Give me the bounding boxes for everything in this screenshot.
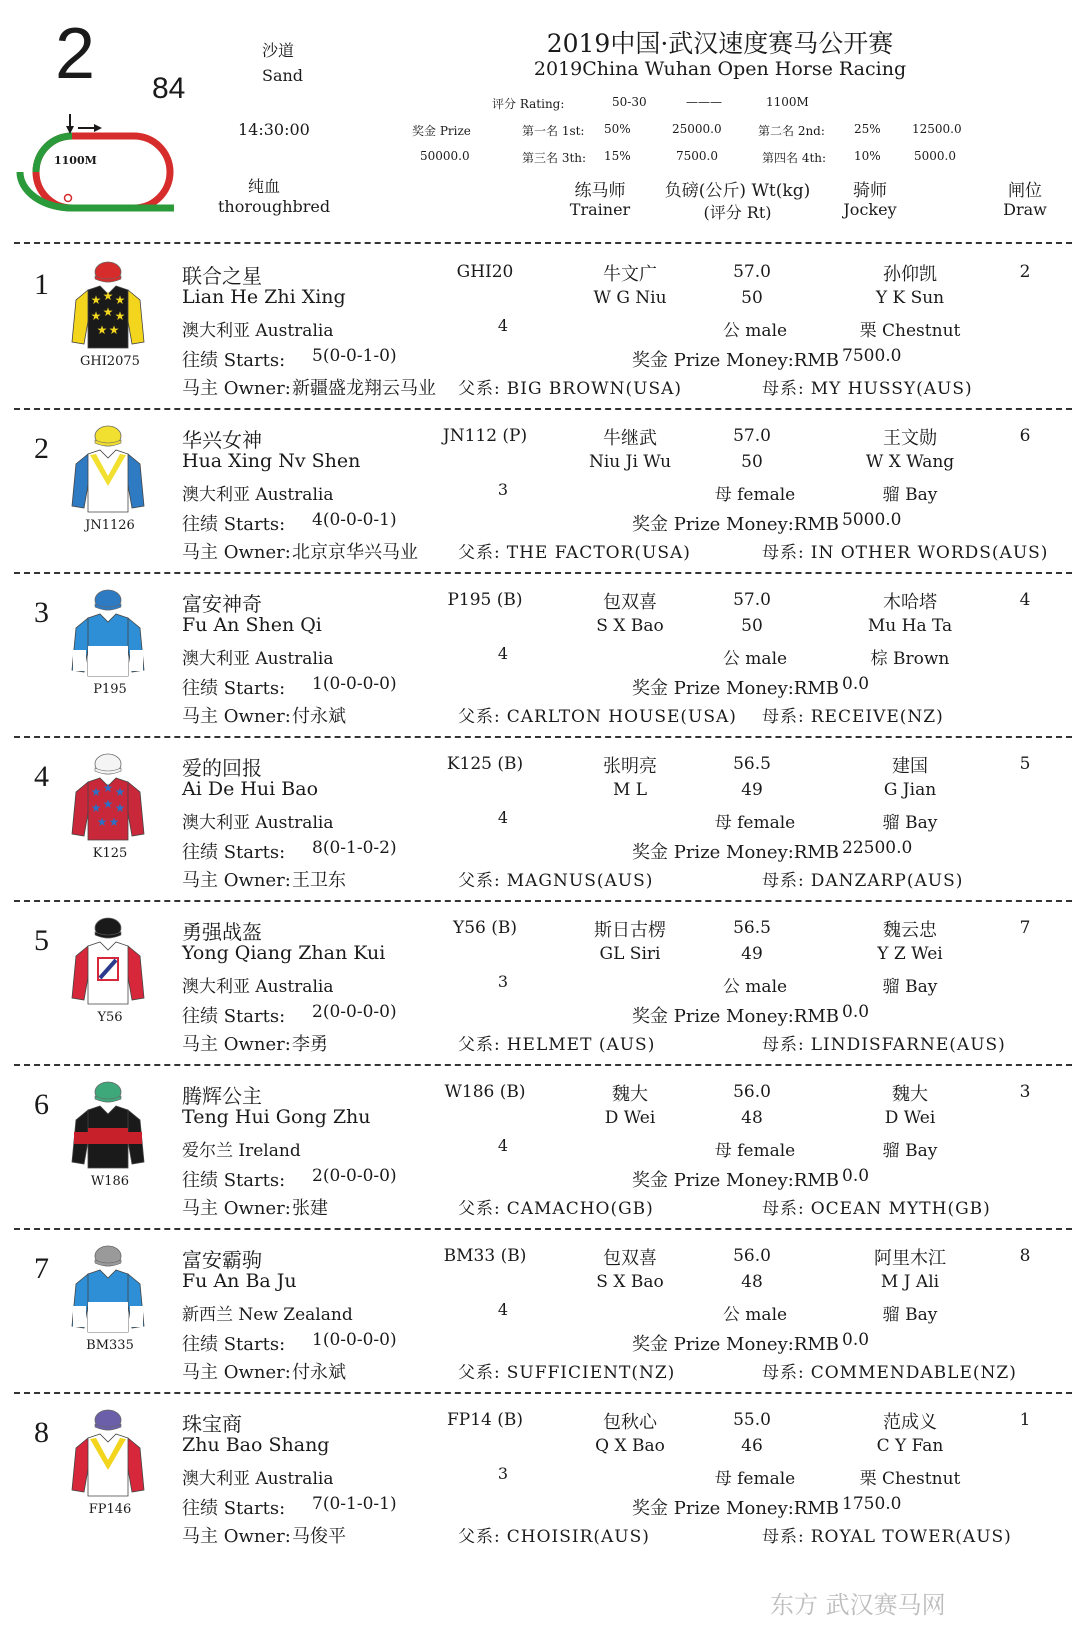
prize-money-label: 奖金 Prize Money:RMB (632, 350, 840, 371)
sire (458, 1030, 655, 1055)
silk-code: GHI2075 (80, 354, 140, 369)
horse-name-cn: 华兴女神 (182, 428, 262, 452)
owner-label: 马主 Owner: (182, 1362, 291, 1383)
dam-name: IN OTHER WORDS(AUS) (810, 543, 1049, 563)
barrier-draw: 8 (1019, 1246, 1031, 1266)
trainer-name-cn: 牛继武 (603, 428, 657, 449)
dam (762, 1030, 1006, 1055)
runner-row (0, 902, 1080, 1073)
place3-amount: 7500.0 (676, 149, 718, 163)
carried-weight: 56.0 (733, 1082, 771, 1102)
horse-sex: 公 male (722, 977, 788, 997)
horse-name-cn: 爱的回报 (182, 756, 262, 780)
starts-label: 往绩 Starts: (182, 350, 286, 371)
horse-code: Y56 (B) (452, 918, 517, 938)
prize-money: 0.0 (842, 1002, 870, 1022)
jockey-name-en: D Wei (884, 1108, 936, 1128)
svg-text:★: ★ (102, 797, 114, 811)
horse-country: 澳大利亚 Australia (182, 977, 334, 997)
horse-name-en: Fu An Shen Qi (182, 614, 322, 636)
horse-age: 4 (497, 316, 509, 335)
svg-text:★: ★ (108, 323, 120, 337)
carried-weight: 56.5 (733, 918, 771, 938)
runner-row (0, 1066, 1080, 1237)
runner-row (0, 246, 1080, 417)
jockey-name-cn: 建国 (892, 756, 928, 777)
dam (762, 866, 963, 891)
place4-amount: 5000.0 (914, 149, 956, 163)
trainer-name-cn: 牛文广 (603, 264, 657, 285)
horse-name-en: Yong Qiang Zhan Kui (182, 942, 386, 964)
svg-text:★: ★ (108, 815, 120, 829)
jockey-name-en: Y Z Wei (877, 944, 943, 964)
horse-country: 澳大利亚 Australia (182, 1469, 334, 1489)
horse-country: 澳大利亚 Australia (182, 813, 334, 833)
runner-number: 5 (34, 924, 49, 957)
sire-label: 父系: (458, 707, 501, 727)
horse-colour: 骝 Bay (882, 813, 938, 833)
starts-record: 2(0-0-0-0) (312, 1002, 397, 1022)
starts-record: 1(0-0-0-0) (312, 674, 397, 694)
svg-text:★: ★ (114, 293, 126, 307)
sire (458, 1194, 654, 1219)
prize-money: 0.0 (842, 1330, 870, 1350)
sire (458, 538, 691, 563)
prize-money: 1750.0 (842, 1494, 902, 1514)
horse-name-cn: 珠宝商 (182, 1412, 242, 1436)
starts-label: 往绩 Starts: (182, 1170, 286, 1191)
owner-name: 付永斌 (292, 1362, 346, 1383)
barrier-draw: 2 (1019, 262, 1031, 282)
place3-label: 第三名 3th: (522, 151, 587, 165)
jockey-silk-icon (68, 588, 148, 680)
carried-weight: 57.0 (733, 262, 771, 282)
runner-number: 7 (34, 1252, 49, 1285)
place2-pct: 25% (854, 122, 881, 136)
race-title-cn: 2019中国·武汉速度赛马公开赛 (546, 29, 894, 58)
horse-colour: 棕 Brown (870, 649, 950, 669)
horse-sex: 公 male (722, 1305, 788, 1325)
dam-name: ROYAL TOWER(AUS) (810, 1527, 1012, 1547)
place1-amount: 25000.0 (672, 122, 722, 136)
horse-rating: 48 (741, 1272, 763, 1292)
dam-name: DANZARP(AUS) (810, 871, 964, 891)
horse-colour: 栗 Chestnut (859, 321, 961, 341)
carried-weight: 56.0 (733, 1246, 771, 1266)
trainer-name-en: M L (612, 780, 648, 800)
surface-cn: 沙道 (262, 41, 295, 60)
jockey-name-en: Y K Sun (875, 288, 945, 308)
dam (762, 1522, 1012, 1547)
sire-label: 父系: (458, 871, 501, 891)
horse-age: 4 (497, 644, 509, 663)
starts-record: 5(0-0-1-0) (312, 346, 397, 366)
sire-name: HELMET (AUS) (506, 1035, 656, 1055)
horse-code: JN112 (P) (442, 426, 528, 446)
horse-sex: 母 female (714, 1141, 796, 1161)
silk-code: Y56 (97, 1010, 123, 1025)
race-time: 14:30:00 (238, 120, 310, 139)
jockey-silk-icon (68, 424, 148, 516)
starts-record: 8(0-1-0-2) (312, 838, 397, 858)
race-sub-number: 84 (152, 72, 186, 105)
header-divider (14, 242, 1072, 244)
starts-label: 往绩 Starts: (182, 678, 286, 699)
horse-rating: 49 (741, 944, 763, 964)
horse-age: 4 (497, 1136, 509, 1155)
horse-colour: 骝 Bay (882, 1305, 938, 1325)
owner-label: 马主 Owner: (182, 542, 291, 563)
horse-code: BM33 (B) (443, 1246, 527, 1266)
jockey-name-cn: 魏大 (892, 1084, 928, 1105)
sire-name: CHOISIR(AUS) (506, 1527, 650, 1547)
runner-number: 6 (34, 1088, 49, 1121)
runner-number: 8 (34, 1416, 49, 1449)
starts-record: 2(0-0-0-0) (312, 1166, 397, 1186)
sire (458, 374, 682, 399)
sire-name: CAMACHO(GB) (506, 1199, 654, 1219)
col-jockey-cn: 骑师 (853, 181, 887, 201)
col-weight-cn: 负磅(公斤) Wt(kg) (664, 181, 811, 201)
runner-number: 4 (34, 760, 49, 793)
svg-text:★: ★ (90, 785, 102, 799)
horse-age: 3 (497, 1464, 509, 1483)
sire-label: 父系: (458, 379, 501, 399)
owner-label: 马主 Owner: (182, 378, 291, 399)
starts-label: 往绩 Starts: (182, 1498, 286, 1519)
runner-number: 2 (34, 432, 49, 465)
owner-label: 马主 Owner: (182, 1034, 291, 1055)
surface-en: Sand (262, 66, 304, 85)
dam-name: COMMENDABLE(NZ) (810, 1363, 1017, 1383)
col-draw-en: Draw (1003, 200, 1047, 219)
sire-name: SUFFICIENT(NZ) (506, 1363, 676, 1383)
starts-record: 1(0-0-0-0) (312, 1330, 397, 1350)
jockey-name-cn: 木哈塔 (883, 592, 937, 613)
sire (458, 1358, 675, 1383)
silk-code: K125 (92, 846, 128, 861)
jockey-silk-icon (68, 916, 148, 1008)
trainer-name-cn: 包秋心 (603, 1412, 657, 1433)
col-weight-en: (评分 Rt) (703, 203, 772, 222)
col-draw-cn: 闸位 (1008, 181, 1042, 201)
horse-name-cn: 富安霸驹 (182, 1248, 262, 1272)
dam-label: 母系: (762, 543, 805, 563)
horse-name-en: Lian He Zhi Xing (182, 286, 346, 308)
barrier-draw: 3 (1019, 1082, 1031, 1102)
dam (762, 1194, 991, 1219)
barrier-draw: 4 (1019, 590, 1031, 610)
trainer-name-cn: 魏大 (612, 1084, 648, 1105)
horse-code: K125 (B) (446, 754, 524, 774)
horse-code: P195 (B) (447, 590, 523, 610)
sire-name: CARLTON HOUSE(USA) (506, 707, 737, 727)
jockey-name-en: C Y Fan (876, 1436, 944, 1456)
horse-country: 澳大利亚 Australia (182, 321, 334, 341)
horse-name-en: Zhu Bao Shang (182, 1434, 330, 1456)
rating-range: 50-30 (612, 95, 647, 109)
owner-name: 新疆盛龙翔云马业 (292, 378, 436, 399)
place2-amount: 12500.0 (912, 122, 962, 136)
owner-name: 李勇 (292, 1034, 328, 1055)
starts-record: 4(0-0-0-1) (312, 510, 397, 530)
dam-name: RECEIVE(NZ) (810, 707, 944, 727)
race-distance: 1100M (766, 95, 809, 109)
dam-name: OCEAN MYTH(GB) (810, 1199, 991, 1219)
breed-en: thoroughbred (218, 197, 331, 216)
owner-name: 王卫东 (292, 870, 346, 891)
trainer-name-en: Niu Ji Wu (588, 452, 672, 472)
sire-label: 父系: (458, 1363, 501, 1383)
barrier-draw: 5 (1019, 754, 1031, 774)
sire-label: 父系: (458, 1035, 501, 1055)
carried-weight: 57.0 (733, 426, 771, 446)
svg-text:★: ★ (90, 801, 102, 815)
runner-row (0, 574, 1080, 745)
jockey-name-en: G Jian (883, 780, 937, 800)
horse-name-en: Fu An Ba Ju (182, 1270, 297, 1292)
trainer-name-en: S X Bao (596, 1272, 664, 1292)
owner-name: 付永斌 (292, 706, 346, 727)
carried-weight: 55.0 (733, 1410, 771, 1430)
prize-total: 50000.0 (420, 149, 470, 163)
track-diagram-icon (12, 112, 180, 220)
runner-number: 3 (34, 596, 49, 629)
jockey-silk-icon (68, 260, 148, 352)
horse-country: 爱尔兰 Ireland (182, 1141, 301, 1161)
race-number: 2 (55, 14, 96, 94)
sire (458, 866, 653, 891)
prize-money: 0.0 (842, 674, 870, 694)
svg-text:★: ★ (102, 781, 114, 795)
rating-label: 评分 Rating: (492, 97, 565, 111)
jockey-name-en: Mu Ha Ta (867, 616, 953, 636)
horse-country: 新西兰 New Zealand (182, 1305, 353, 1325)
silk-code: BM335 (86, 1338, 134, 1353)
svg-text:★: ★ (114, 309, 126, 323)
owner-label: 马主 Owner: (182, 1526, 291, 1547)
barrier-draw: 6 (1019, 426, 1031, 446)
rating-dash: ——— (686, 95, 722, 109)
place3-pct: 15% (604, 149, 631, 163)
horse-code: W186 (B) (444, 1082, 526, 1102)
horse-colour: 骝 Bay (882, 1141, 938, 1161)
trainer-name-cn: 包双喜 (603, 592, 657, 613)
dam (762, 538, 1048, 563)
horse-colour: 栗 Chestnut (859, 1469, 961, 1489)
horse-rating: 46 (741, 1436, 763, 1456)
horse-name-cn: 联合之星 (182, 264, 262, 288)
prize-money: 7500.0 (842, 346, 902, 366)
svg-text:★: ★ (102, 289, 114, 303)
trainer-name-en: GL Siri (599, 944, 661, 964)
horse-rating: 50 (741, 288, 763, 308)
jockey-silk-icon (68, 1080, 148, 1172)
silk-code: FP146 (88, 1502, 132, 1517)
trainer-name-en: S X Bao (596, 616, 664, 636)
silk-code: JN1126 (85, 518, 135, 533)
dam (762, 374, 973, 399)
silk-code: P195 (93, 682, 127, 697)
silk-code: W186 (90, 1174, 130, 1189)
svg-text:★: ★ (90, 309, 102, 323)
horse-age: 4 (497, 808, 509, 827)
dam-name: MY HUSSY(AUS) (810, 379, 973, 399)
horse-sex: 公 male (722, 321, 788, 341)
col-trainer-cn: 练马师 (574, 181, 626, 201)
prize-money-label: 奖金 Prize Money:RMB (632, 1006, 840, 1027)
horse-name-cn: 腾辉公主 (182, 1084, 262, 1108)
sire (458, 1522, 650, 1547)
svg-text:★: ★ (114, 785, 126, 799)
sire-name: BIG BROWN(USA) (506, 379, 683, 399)
col-trainer-en: Trainer (569, 200, 631, 219)
horse-age: 3 (497, 480, 509, 499)
dam-label: 母系: (762, 871, 805, 891)
place1-label: 第一名 1st: (522, 124, 585, 138)
horse-name-en: Ai De Hui Bao (182, 778, 319, 800)
horse-name-cn: 勇强战盔 (182, 920, 262, 944)
horse-rating: 48 (741, 1108, 763, 1128)
dam-label: 母系: (762, 707, 805, 727)
horse-colour: 骝 Bay (882, 977, 938, 997)
starts-label: 往绩 Starts: (182, 514, 286, 535)
runner-row (0, 1230, 1080, 1401)
sire (458, 702, 737, 727)
barrier-draw: 1 (1019, 1410, 1031, 1430)
trainer-name-cn: 斯日古楞 (594, 920, 666, 941)
place2-label: 第二名 2nd: (758, 124, 825, 138)
horse-country: 澳大利亚 Australia (182, 485, 334, 505)
place4-label: 第四名 4th: (762, 151, 827, 165)
owner-name: 张建 (292, 1198, 328, 1219)
owner-label: 马主 Owner: (182, 870, 291, 891)
jockey-name-en: M J Ali (880, 1272, 940, 1292)
horse-sex: 母 female (714, 485, 796, 505)
owner-label: 马主 Owner: (182, 706, 291, 727)
dam-label: 母系: (762, 1363, 805, 1383)
sire-label: 父系: (458, 1199, 501, 1219)
owner-name: 北京京华兴马业 (292, 542, 418, 563)
svg-text:★: ★ (90, 293, 102, 307)
prize-money-label: 奖金 Prize Money:RMB (632, 1498, 840, 1519)
trainer-name-cn: 包双喜 (603, 1248, 657, 1269)
horse-colour: 骝 Bay (882, 485, 938, 505)
starts-label: 往绩 Starts: (182, 842, 286, 863)
starts-label: 往绩 Starts: (182, 1006, 286, 1027)
jockey-name-cn: 王文勋 (883, 428, 937, 449)
prize-money: 5000.0 (842, 510, 902, 530)
horse-age: 3 (497, 972, 509, 991)
place4-pct: 10% (854, 149, 881, 163)
svg-text:1100M: 1100M (54, 154, 97, 167)
owner-name: 马俊平 (292, 1526, 346, 1547)
jockey-name-en: W X Wang (865, 452, 955, 472)
horse-country: 澳大利亚 Australia (182, 649, 334, 669)
prize-money-label: 奖金 Prize Money:RMB (632, 842, 840, 863)
prize-money-label: 奖金 Prize Money:RMB (632, 1170, 840, 1191)
race-title-en: 2019China Wuhan Open Horse Racing (533, 58, 907, 80)
horse-name-en: Teng Hui Gong Zhu (182, 1106, 371, 1128)
barrier-draw: 7 (1019, 918, 1031, 938)
starts-label: 往绩 Starts: (182, 1334, 286, 1355)
horse-rating: 50 (741, 452, 763, 472)
breed-cn: 纯血 (248, 177, 281, 196)
jockey-name-cn: 范成义 (883, 1412, 937, 1433)
runner-row (0, 738, 1080, 909)
dam-label: 母系: (762, 1035, 805, 1055)
runner-number: 1 (34, 268, 49, 301)
horse-rating: 50 (741, 616, 763, 636)
sire-label: 父系: (458, 1527, 501, 1547)
jockey-name-cn: 孙仰凯 (883, 264, 937, 285)
dam-label: 母系: (762, 379, 805, 399)
jockey-silk-icon (68, 1244, 148, 1336)
prize-money-label: 奖金 Prize Money:RMB (632, 1334, 840, 1355)
trainer-name-en: Q X Bao (595, 1436, 665, 1456)
runner-row (0, 1394, 1080, 1565)
carried-weight: 57.0 (733, 590, 771, 610)
horse-code: GHI20 (456, 262, 514, 282)
horse-name-cn: 富安神奇 (182, 592, 262, 616)
horse-age: 4 (497, 1300, 509, 1319)
svg-text:★: ★ (114, 801, 126, 815)
horse-sex: 公 male (722, 649, 788, 669)
dam (762, 702, 944, 727)
owner-label: 马主 Owner: (182, 1198, 291, 1219)
jockey-silk-icon (68, 752, 148, 844)
jockey-name-cn: 阿里木江 (874, 1248, 946, 1269)
horse-code: FP14 (B) (446, 1410, 524, 1430)
dam-label: 母系: (762, 1527, 805, 1547)
col-jockey-en: Jockey (843, 200, 897, 219)
dam (762, 1358, 1017, 1383)
sire-name: THE FACTOR(USA) (506, 543, 691, 563)
prize-money-label: 奖金 Prize Money:RMB (632, 678, 840, 699)
jockey-name-cn: 魏云忠 (883, 920, 937, 941)
sire-name: MAGNUS(AUS) (506, 871, 654, 891)
trainer-name-cn: 张明亮 (603, 756, 657, 777)
horse-rating: 49 (741, 780, 763, 800)
svg-text:★: ★ (96, 815, 108, 829)
watermark: 东方 武汉赛马网 (770, 1591, 946, 1619)
dam-label: 母系: (762, 1199, 805, 1219)
sire-label: 父系: (458, 543, 501, 563)
svg-text:★: ★ (96, 323, 108, 337)
prize-money: 0.0 (842, 1166, 870, 1186)
svg-text:★: ★ (102, 305, 114, 319)
runner-row (0, 410, 1080, 581)
trainer-name-en: W G Niu (593, 288, 667, 308)
horse-sex: 母 female (714, 1469, 796, 1489)
horse-sex: 母 female (714, 813, 796, 833)
prize-label: 奖金 Prize (412, 124, 471, 138)
prize-money: 22500.0 (842, 838, 913, 858)
place1-pct: 50% (604, 122, 631, 136)
trainer-name-en: D Wei (604, 1108, 656, 1128)
carried-weight: 56.5 (733, 754, 771, 774)
prize-money-label: 奖金 Prize Money:RMB (632, 514, 840, 535)
jockey-silk-icon (68, 1408, 148, 1500)
starts-record: 7(0-1-0-1) (312, 1494, 397, 1514)
dam-name: LINDISFARNE(AUS) (810, 1035, 1006, 1055)
horse-name-en: Hua Xing Nv Shen (182, 450, 361, 472)
